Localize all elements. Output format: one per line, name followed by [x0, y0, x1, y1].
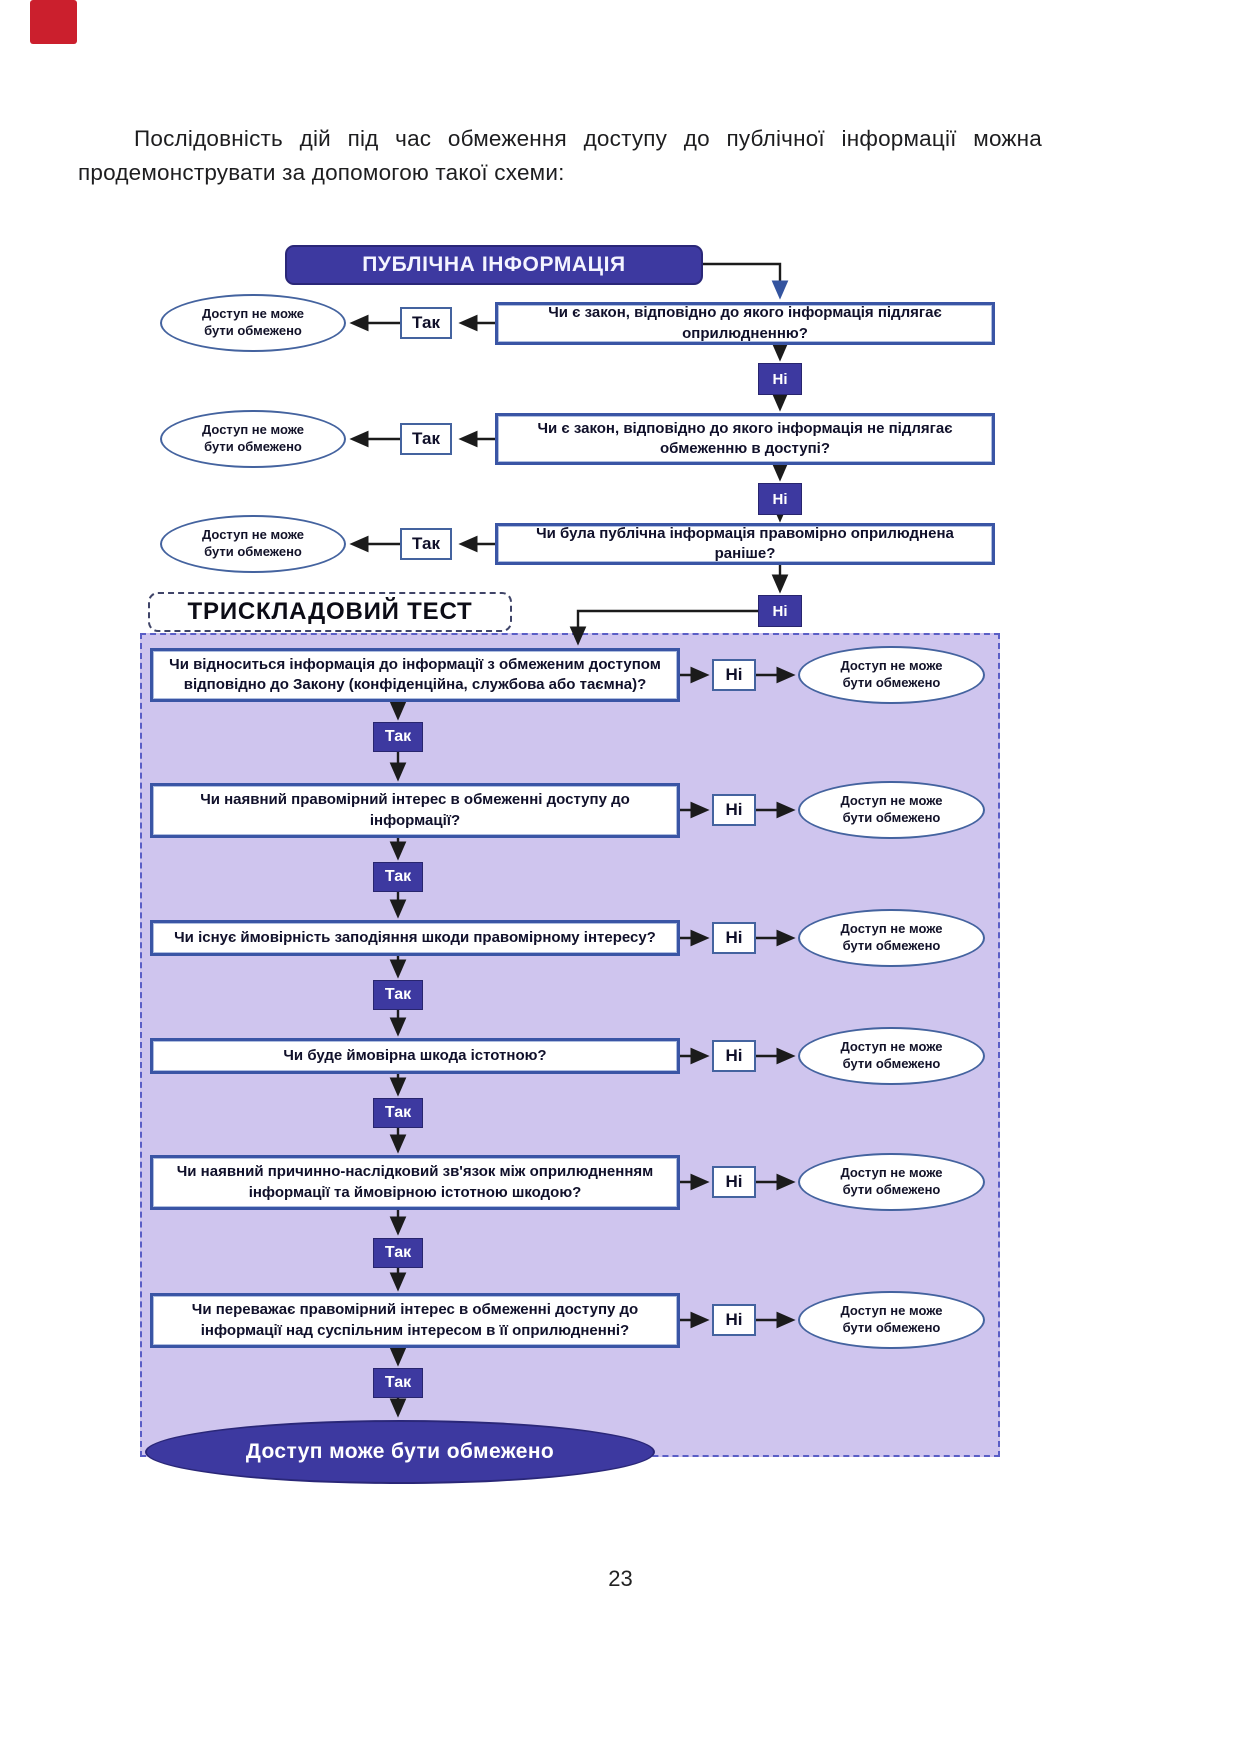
- no-label: Ні: [712, 1166, 756, 1198]
- access-denied-ellipse: Доступ не може бути обмежено: [160, 410, 346, 468]
- pre-question-1: Чи є закон, відповідно до якого інформація підлягає оприлюдненню?: [495, 302, 995, 345]
- access-denied-ellipse: Доступ не може бути обмежено: [798, 646, 985, 704]
- no-label: Ні: [712, 922, 756, 954]
- access-denied-ellipse: Доступ не може бути обмежено: [798, 1027, 985, 1085]
- yes-label: Так: [373, 1368, 423, 1398]
- yes-label: Так: [400, 307, 452, 339]
- no-label: Ні: [758, 363, 802, 395]
- access-denied-ellipse: Доступ не може бути обмежено: [798, 1291, 985, 1349]
- test-question-3: Чи існує ймовірність заподіяння шкоди правомірному інтересу?: [150, 920, 680, 956]
- yes-label: Так: [373, 722, 423, 752]
- yes-label: Так: [373, 980, 423, 1010]
- test-question-6: Чи переважає правомірний інтерес в обмеженні доступу до інформації над суспільним інтересом в її оприлюдненні?: [150, 1293, 680, 1348]
- access-denied-ellipse: Доступ не може бути обмежено: [798, 909, 985, 967]
- yes-label: Так: [400, 528, 452, 560]
- access-denied-ellipse: Доступ не може бути обмежено: [798, 781, 985, 839]
- no-label: Ні: [758, 595, 802, 627]
- no-label: Ні: [712, 1040, 756, 1072]
- yes-label: Так: [373, 862, 423, 892]
- access-denied-ellipse: Доступ не може бути обмежено: [798, 1153, 985, 1211]
- test-title: ТРИСКЛАДОВИЙ ТЕСТ: [148, 592, 512, 632]
- test-question-5: Чи наявний причинно-наслідковий зв'язок між оприлюдненням інформації та ймовірною істотною шкодою?: [150, 1155, 680, 1210]
- access-allowed-ellipse: Доступ може бути обмежено: [145, 1420, 655, 1484]
- pre-question-3: Чи була публічна інформація правомірно оприлюднена раніше?: [495, 523, 995, 565]
- yes-label: Так: [400, 423, 452, 455]
- test-question-4: Чи буде ймовірна шкода істотною?: [150, 1038, 680, 1074]
- test-question-2: Чи наявний правомірний інтерес в обмеженні доступу до інформації?: [150, 783, 680, 838]
- yes-label: Так: [373, 1098, 423, 1128]
- no-label: Ні: [712, 794, 756, 826]
- yes-label: Так: [373, 1238, 423, 1268]
- test-question-1: Чи відноситься інформація до інформації з обмеженим доступом відповідно до Закону (конфіденційна, службова або таємна)?: [150, 648, 680, 702]
- access-denied-ellipse: Доступ не може бути обмежено: [160, 515, 346, 573]
- no-label: Ні: [758, 483, 802, 515]
- access-denied-ellipse: Доступ не може бути обмежено: [160, 294, 346, 352]
- page-number: 23: [608, 1566, 633, 1591]
- intro-paragraph: Послідовність дій під час обмеження доступу до публічної інформації можна продемонструвати за допомогою такої схеми:: [78, 126, 1042, 185]
- pre-question-2: Чи є закон, відповідно до якого інформація не підлягає обмеженню в доступі?: [495, 413, 995, 465]
- start-node: ПУБЛІЧНА ІНФОРМАЦІЯ: [285, 245, 703, 285]
- no-label: Ні: [712, 1304, 756, 1336]
- no-label: Ні: [712, 659, 756, 691]
